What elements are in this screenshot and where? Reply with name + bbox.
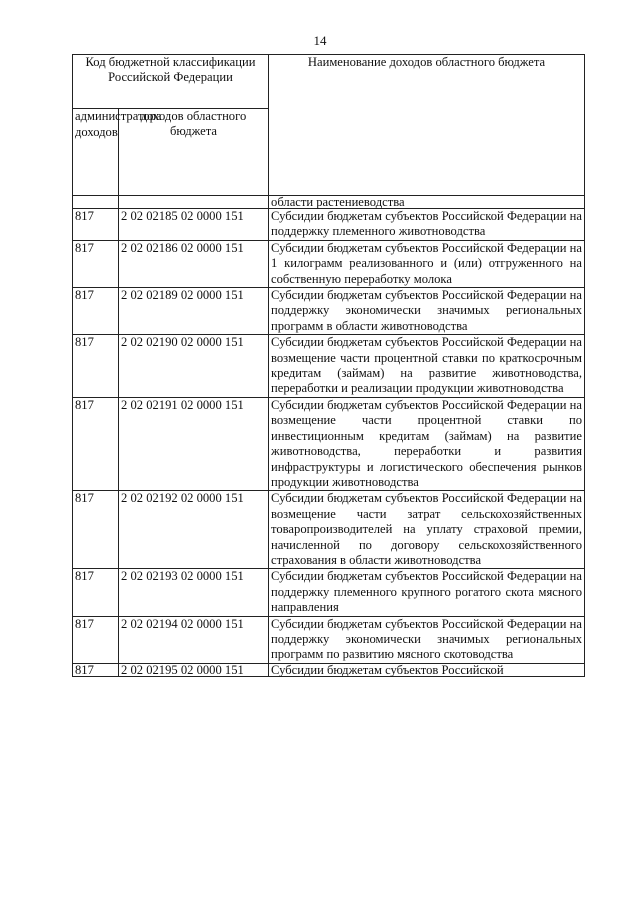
budget-code-cell: 2 02 02190 02 0000 151 <box>119 335 269 398</box>
income-name-cell: Субсидии бюджетам субъектов Российской Федерации на поддержку племенного животноводства <box>269 209 585 241</box>
table-row <box>73 569 585 616</box>
table-row <box>73 616 585 663</box>
header-income-name: Наименование доходов областного бюджета <box>269 55 585 196</box>
budget-code-cell: 2 02 02195 02 0000 151 <box>119 663 269 676</box>
admin-code-cell: 817 <box>73 209 119 241</box>
budget-code-cell: 2 02 02189 02 0000 151 <box>119 288 269 335</box>
income-name-cell: Субсидии бюджетам субъектов Российской Федерации на возмещение части процентной ставки по краткосрочным кредитам (займам) на развитие животноводства, переработки и реализации продукции животноводства <box>269 335 585 398</box>
income-name-cell: Субсидии бюджетам субъектов Российской Федерации на возмещение части процентной ставки по инвестиционным кредитам (займам) на развитие животноводства, переработки и развития инфраструктуры и логистического обеспечения рынков продукции животноводства <box>269 397 585 490</box>
admin-code-cell: 817 <box>73 569 119 616</box>
table-row <box>73 397 585 490</box>
continuation-admin-cell <box>73 196 119 209</box>
table-row <box>73 663 585 676</box>
income-name-cell: Субсидии бюджетам субъектов Российской <box>269 663 585 676</box>
table-row <box>73 209 585 241</box>
admin-code-cell: 817 <box>73 240 119 287</box>
admin-code-cell: 817 <box>73 491 119 569</box>
table-row <box>73 288 585 335</box>
budget-code-cell: 2 02 02194 02 0000 151 <box>119 616 269 663</box>
budget-classification-table <box>72 54 585 677</box>
table-header <box>73 55 585 196</box>
page-number: 14 <box>313 33 327 48</box>
income-name-cell: Субсидии бюджетам субъектов Российской Федерации на 1 килограмм реализованного и (или) отгруженного на собственную переработку молока <box>269 240 585 287</box>
budget-code-cell: 2 02 02186 02 0000 151 <box>119 240 269 287</box>
admin-code-cell: 817 <box>73 397 119 490</box>
admin-code-cell: 817 <box>73 616 119 663</box>
budget-code-cell: 2 02 02191 02 0000 151 <box>119 397 269 490</box>
header-income-code: доходов областного бюджета <box>119 109 269 196</box>
header-budget-code-group: Код бюджетной классификации Российской Федерации <box>73 55 269 109</box>
income-name-cell: Субсидии бюджетам субъектов Российской Федерации на поддержку экономически значимых региональных программ в области животноводства <box>269 288 585 335</box>
continuation-name-cell: области растениеводства <box>269 196 585 209</box>
budget-code-cell: 2 02 02193 02 0000 151 <box>119 569 269 616</box>
continuation-code-cell <box>119 196 269 209</box>
table-row-continuation <box>73 196 585 209</box>
admin-code-cell: 817 <box>73 663 119 676</box>
admin-code-cell: 817 <box>73 288 119 335</box>
budget-code-cell: 2 02 02185 02 0000 151 <box>119 209 269 241</box>
admin-code-cell: 817 <box>73 335 119 398</box>
table-row <box>73 240 585 287</box>
header-administrator: администратора доходов <box>73 109 119 196</box>
table-row <box>73 335 585 398</box>
income-name-cell: Субсидии бюджетам субъектов Российской Федерации на возмещение части затрат сельскохозяйственных товаропроизводителей на уплату страховой премии, начисленной по договору сельскохозяйственного страхования в области животноводства <box>269 491 585 569</box>
income-name-cell: Субсидии бюджетам субъектов Российской Федерации на поддержку экономически значимых региональных программ по развитию мясного скотоводства <box>269 616 585 663</box>
table-row <box>73 491 585 569</box>
income-name-cell: Субсидии бюджетам субъектов Российской Федерации на поддержку племенного крупного рогатого скота мясного направления <box>269 569 585 616</box>
budget-code-cell: 2 02 02192 02 0000 151 <box>119 491 269 569</box>
table-body <box>73 196 585 677</box>
